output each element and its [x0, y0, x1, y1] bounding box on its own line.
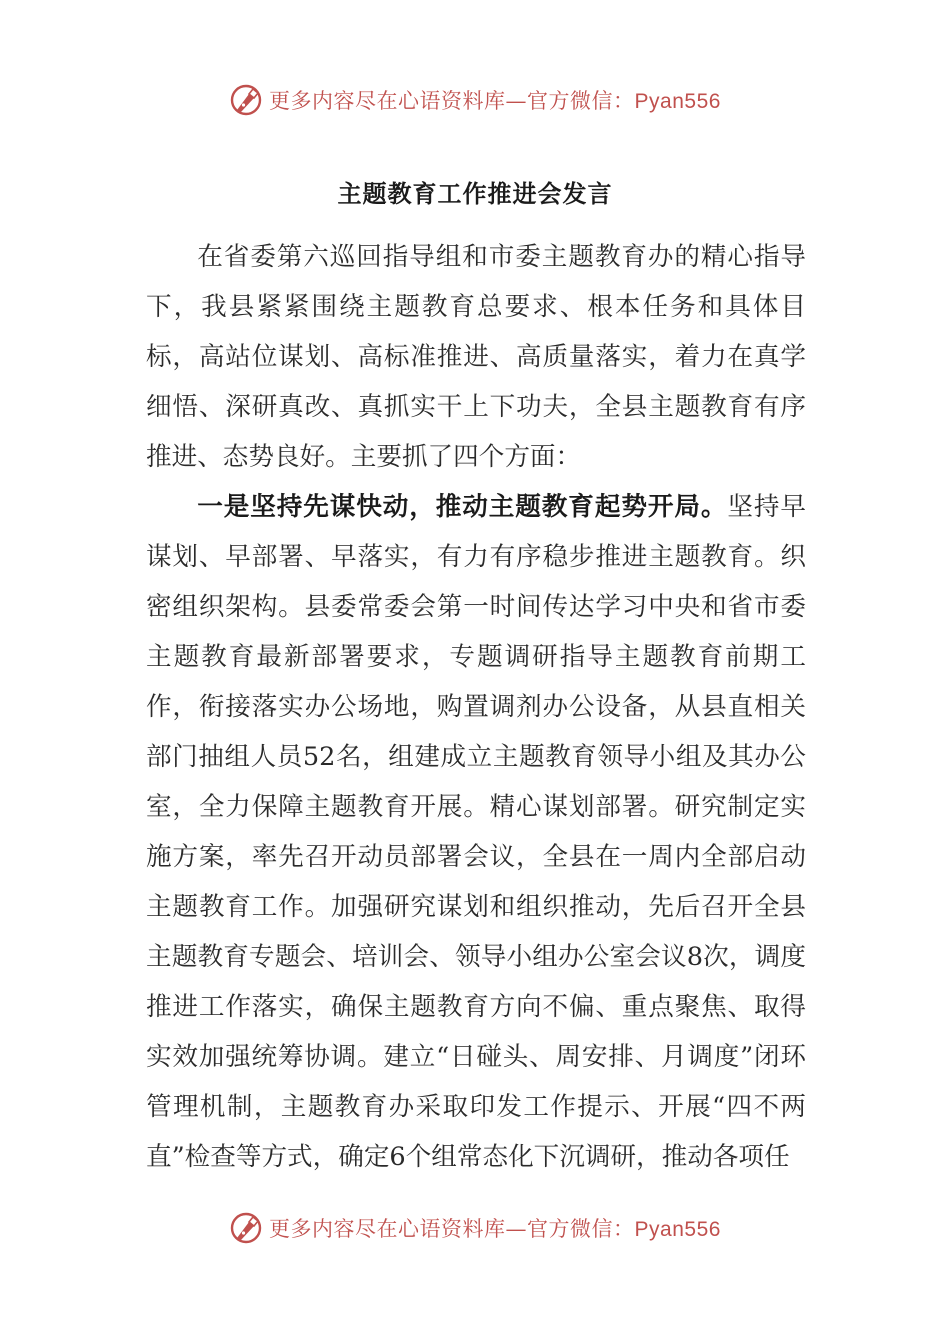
paragraph-lead: 一是坚持先谋快动，推动主题教育起势开局。 — [197, 492, 728, 522]
watermark-footer — [0, 1208, 950, 1248]
watermark-text: 更多内容尽在心语资料库—官方微信：Pyan556 — [269, 89, 721, 113]
pen-nib-icon — [229, 83, 263, 117]
watermark-header — [0, 80, 950, 120]
pen-nib-icon — [229, 1211, 263, 1245]
document-body — [146, 232, 806, 1182]
document-title: 主题教育工作推进会发言 — [337, 179, 613, 208]
paragraph-section-one — [146, 482, 806, 1182]
paragraph-text: 在省委第六巡回指导组和市委主题教育办的精心指导下，我县紧紧围绕主题教育总要求、根本任务和具体目标，高站位谋划、高标准推进、高质量落实，着力在真学细悟、深研真改、真抓实干上下功夫，全县主题教育有序推进、态势良好。主要抓了四个方面： — [146, 242, 806, 472]
paragraph-text: 坚持早谋划、早部署、早落实，有力有序稳步推进主题教育。织密组织架构。县委常委会第一时间传达学习中央和省市委主题教育最新部署要求，专题调研指导主题教育前期工作，衔接落实办公场地，购置调剂办公设备，从县直相关部门抽组人员52名，组建成立主题教育领导小组及其办公室，全力保障主题教育开展。精心谋划部署。研究制定实施方案，率先召开动员部署会议，全县在一周内全部启动主题教育工作。加强研究谋划和组织推动，先后召开全县主题教育专题会、培训会、领导小组办公室会议8次，调度推进工作落实，确保主题教育方向不偏、重点聚焦、取得实效加强统筹协调。建立“日碰头、周安排、月调度”闭环管理机制，主题教育办采取印发工作提示、开展“四不两直”检查等方式，确定6个组常态化下沉调研，推动各项任 — [146, 492, 806, 1172]
watermark-text: 更多内容尽在心语资料库—官方微信：Pyan556 — [269, 1217, 721, 1241]
paragraph-intro — [146, 232, 806, 482]
